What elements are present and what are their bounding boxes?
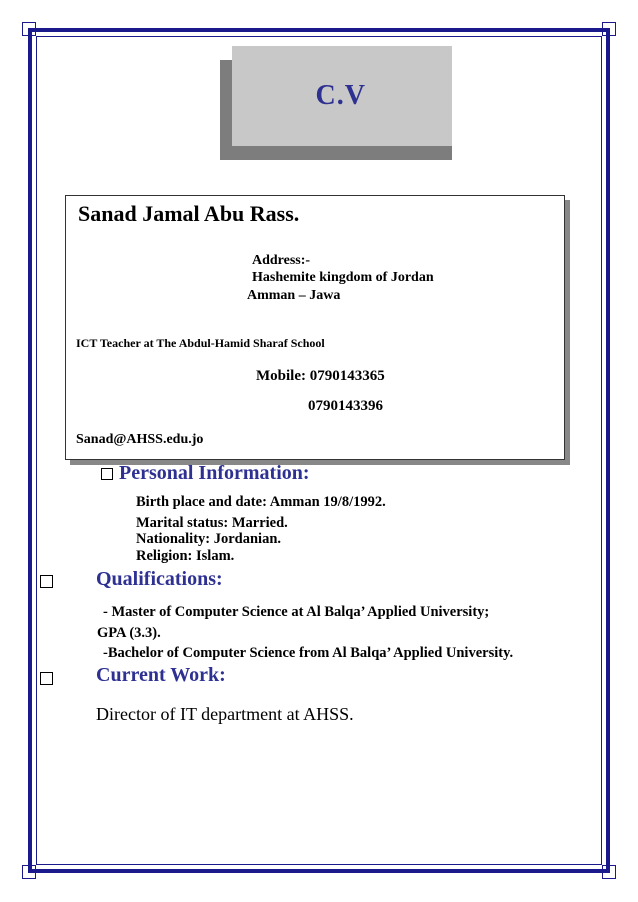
address-line-1: Hashemite kingdom of Jordan (252, 270, 434, 285)
qualification-item-gpa: GPA (3.3). (97, 625, 161, 641)
qualification-item-master: - Master of Computer Science at Al Balqa’ Applied University; (103, 604, 490, 620)
address-line-2: Amman – Jawa (247, 288, 341, 303)
personal-item-birth: Birth place and date: Amman 19/8/1992. (136, 494, 386, 510)
corner-ornament-bottom-left (22, 865, 36, 879)
corner-ornament-bottom-right (602, 865, 616, 879)
job-title: ICT Teacher at The Abdul-Hamid Sharaf School (76, 336, 325, 350)
personal-item-marital: Marital status: Married. (136, 515, 288, 531)
person-name: Sanad Jamal Abu Rass. (78, 201, 300, 226)
personal-info-heading-text: Personal Information: (119, 462, 310, 484)
email-address: Sanad@AHSS.edu.jo (76, 432, 204, 447)
personal-item-religion: Religion: Islam. (136, 548, 235, 564)
checkbox-bullet-icon (40, 672, 53, 685)
corner-ornament-top-left (22, 22, 36, 36)
qualification-item-bachelor: -Bachelor of Computer Science from Al Balqa’ Applied University. (103, 645, 514, 661)
address-label: Address:- (252, 253, 311, 268)
page-title: C.V (315, 80, 366, 111)
checkbox-bullet-icon (101, 468, 113, 480)
qualifications-heading: Qualifications: (96, 568, 223, 590)
personal-item-nationality: Nationality: Jordanian. (136, 531, 282, 547)
contact-box (65, 195, 565, 460)
corner-ornament-top-right (602, 22, 616, 36)
title-box (232, 46, 452, 146)
personal-info-heading (101, 462, 310, 485)
mobile-number-2: 0790143396 (308, 398, 383, 414)
current-work-text: Director of IT department at AHSS. (96, 704, 354, 724)
checkbox-bullet-icon (40, 575, 53, 588)
mobile-number-1: Mobile: 0790143365 (256, 368, 385, 384)
current-work-heading: Current Work: (96, 664, 226, 686)
